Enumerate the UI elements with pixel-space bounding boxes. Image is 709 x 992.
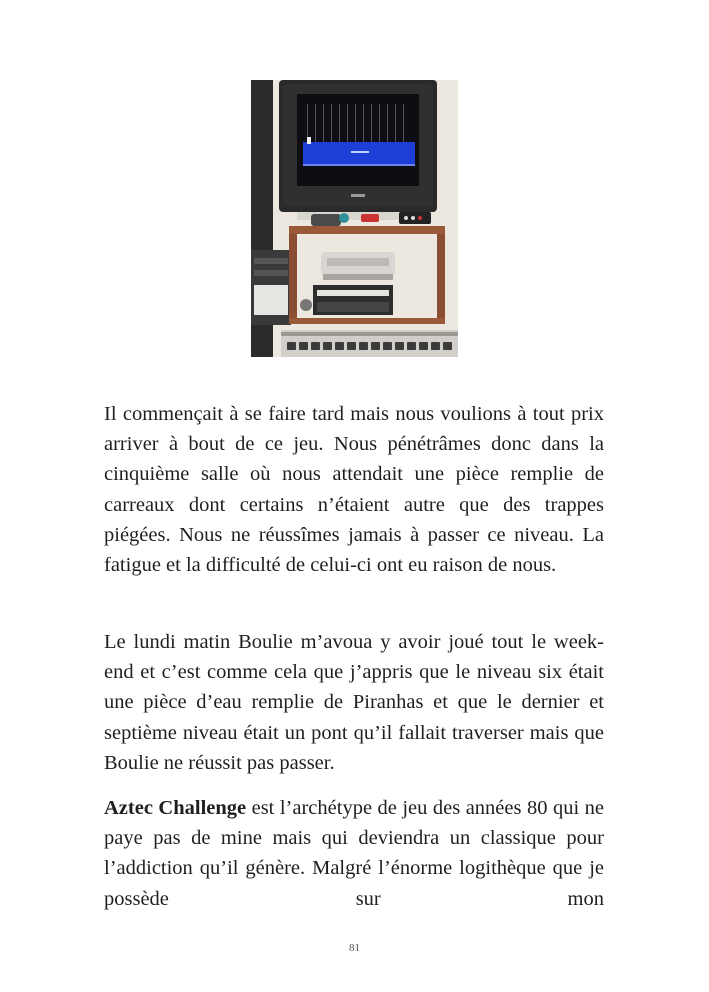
paragraph-1-text: Il commençait à se faire tard mais nous voulions à tout prix arriver à bout de ce jeu. Nous pénétrâmes donc dans la cinquième salle où nous attendait une pièce remplie de carreaux dont certains n’étaient autre que des trappes piégées. Nous ne réussîmes jamais à passer ce niveau. La fatigue et la difficulté de celui-ci ont eu raison de nous. [104,403,604,577]
paragraph-1 [104,399,604,580]
paragraph-2-text: Le lundi matin Boulie m’avoua y avoir joué tout le week-end et c’est comme cela que j’appris que le niveau six était une pièce d’eau remplie de Piranhas et que le dernier et septième niveau était un pont qu’il fallait traverser mais que Boulie ne réussit pas passer. [104,631,604,774]
paragraph-2 [104,627,604,778]
paragraph-3-content [104,793,604,914]
game-title-bold: Aztec Challenge [104,797,247,819]
page-number: 81 [349,942,360,954]
paragraph-3 [104,793,604,914]
retro-computer-photo [251,80,458,357]
paragraph-3-text: est l’archétype de jeu des années 80 qui ne paye pas de mine mais qui deviendra un classique pour l’addiction qu’il génère. Malgré l’énorme logithèque que je possède sur mon [104,797,604,910]
